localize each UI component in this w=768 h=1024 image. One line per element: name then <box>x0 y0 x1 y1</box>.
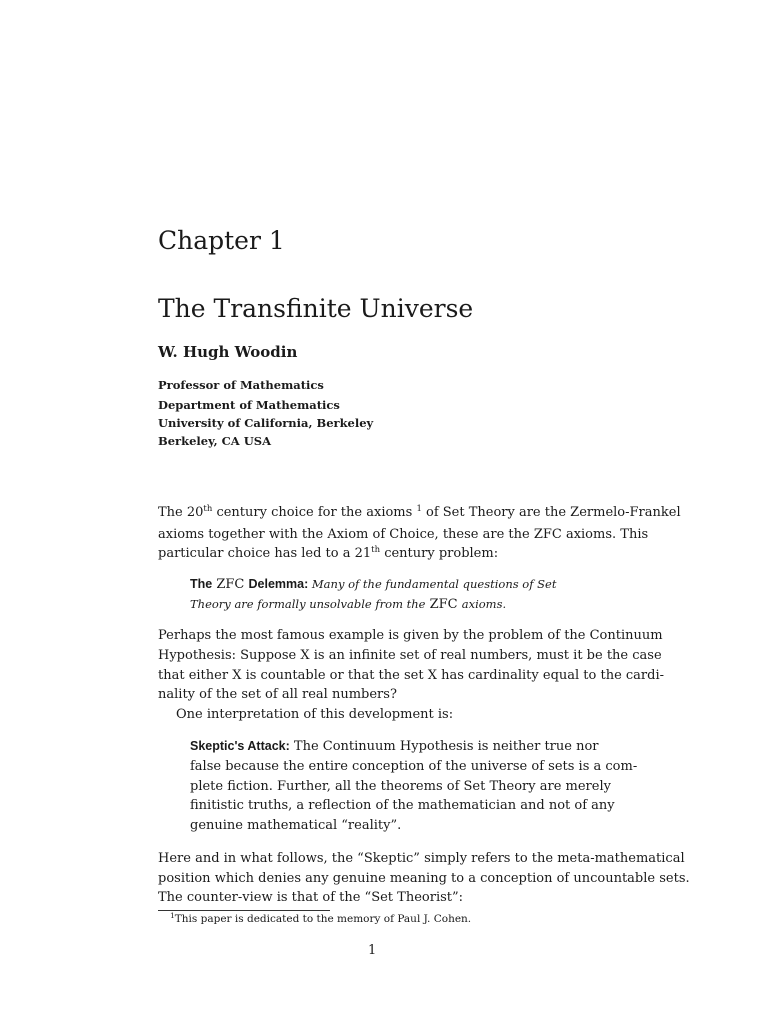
paragraph-line <box>158 503 681 522</box>
paragraph-line: nality of the set of all real numbers? <box>158 687 397 702</box>
text-run: The 20 <box>158 505 204 520</box>
author-name: W. Hugh Woodin <box>158 343 298 361</box>
affiliation-line: Department of Mathematics <box>158 398 340 412</box>
page-number: 1 <box>368 943 377 958</box>
footnote-text: This paper is dedicated to the memory of Paul J. Cohen. <box>174 913 472 925</box>
affiliation-line: Berkeley, CA USA <box>158 434 271 448</box>
zfc-text: ZFC <box>212 577 249 592</box>
text-run: The Continuum Hypothesis is neither true nor <box>289 739 599 754</box>
skeptic-line: finitistic truths, a reflection of the mathematician and not of any <box>190 798 615 813</box>
paragraph-line: Perhaps the most famous example is given by the problem of the Continuum <box>158 628 663 643</box>
superscript: th <box>371 545 381 555</box>
paragraph-line: position which denies any genuine meaning to a conception of uncountable sets. <box>158 871 690 886</box>
chapter-label: Chapter 1 <box>158 226 285 255</box>
paragraph-line: One interpretation of this development is: <box>176 707 454 722</box>
skeptic-line: genuine mathematical “reality”. <box>190 818 402 833</box>
text-run: century problem: <box>380 546 499 561</box>
footnote-marker: 1 <box>170 911 175 920</box>
paragraph-line: axioms together with the Axiom of Choice, these are the ZFC axioms. This <box>158 527 649 542</box>
chapter-title: The Transfinite Universe <box>158 294 474 323</box>
paragraph-line: Hypothesis: Suppose X is an infinite set of real numbers, must it be the case <box>158 648 662 663</box>
footnote-marker: 1 <box>416 504 422 514</box>
paragraph-line: Here and in what follows, the “Skeptic” simply refers to the meta-mathematical <box>158 851 685 866</box>
skeptic-line: plete fiction. Further, all the theorems of Set Theory are merely <box>190 779 611 794</box>
superscript: th <box>203 504 213 514</box>
paragraph-line <box>158 544 498 563</box>
dilemma-text: Theory are formally unsolvable from the <box>190 597 426 611</box>
affiliation-line: Professor of Mathematics <box>158 378 324 392</box>
dilemma-label: Delemma: <box>248 577 309 591</box>
dilemma-line <box>190 575 556 594</box>
zfc-text: ZFC <box>425 597 462 612</box>
dilemma-text: Many of the fundamental questions of Set <box>308 577 557 591</box>
paragraph-line: that either X is countable or that the set X has cardinality equal to the cardi- <box>158 668 665 683</box>
text-run: of Set Theory are the Zermelo-Frankel <box>421 505 681 520</box>
footnote <box>170 912 471 926</box>
paragraph-line: The counter-view is that of the “Set Theorist”: <box>158 890 464 905</box>
affiliation-line: University of California, Berkeley <box>158 416 374 430</box>
text-run: century choice for the axioms <box>212 505 417 520</box>
skeptic-line <box>190 737 599 756</box>
footnote-rule <box>158 910 330 911</box>
dilemma-line <box>190 595 506 614</box>
skeptic-line: false because the entire conception of the universe of sets is a com- <box>190 759 638 774</box>
text-run: particular choice has led to a 21 <box>158 546 372 561</box>
dilemma-text: axioms. <box>461 597 507 611</box>
skeptic-label: Skeptic's Attack: <box>190 739 290 753</box>
dilemma-the: The <box>190 577 213 591</box>
